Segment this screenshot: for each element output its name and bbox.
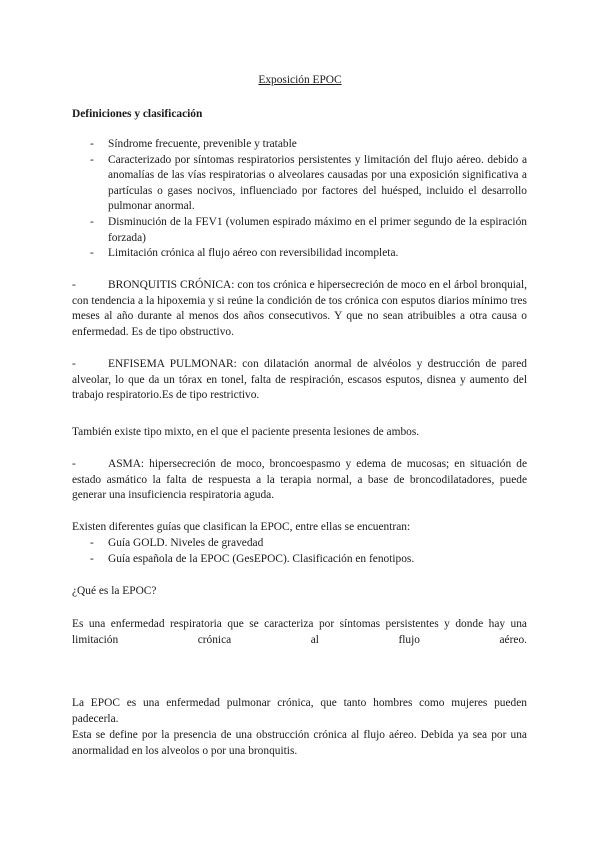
asma-paragraph <box>72 457 527 504</box>
closing-paragraph-2: Esta se define por la presencia de una obstrucción crónica al flujo aéreo. Debida ya sea por una anormalidad en los alveolos o por una bronquitis. <box>72 729 527 757</box>
guias-intro: Existen diferentes guías que clasifican la EPOC, entre ellas se encuentran: <box>72 521 411 533</box>
answer-paragraph: Es una enfermedad respiratoria que se caracteriza por síntomas persistentes y donde hay una limitación crónica al flujo aéreo. <box>72 618 527 646</box>
enfisema-text: ENFISEMA PULMONAR: con dilatación anormal de alvéolos y destrucción de pared alveolar, lo que da un tórax en tonel, falta de respiración, escasos esputos, disnea y aumento del trabajo respiratorio.Es de tipo restrictivo. <box>72 358 527 402</box>
list-item: - Guía GOLD. Niveles de gravedad <box>90 536 527 552</box>
dash-marker: - <box>72 358 76 370</box>
asma-text: ASMA: hipersecreción de moco, broncoespasmo y edema de mucosas; en situación de estado asmático la falta de respuesta a la terapia normal, a base de broncodilatadores, puede generar una insuficiencia respiratoria aguda. <box>72 458 527 502</box>
enfisema-paragraph <box>72 357 527 404</box>
list-item: - Caracterizado por síntomas respiratorios persistentes y limitación del flujo aéreo. debido a anomalías de las vías respiratorias o alveolares causadas por una exposición significativa a partículas o gases nocivos, influenciado por factores del huésped, incluido el desarrollo pulmonar anormal. <box>90 153 527 215</box>
list-item: - Guía española de la EPOC (GesEPOC). Clasificación en fenotipos. <box>90 552 527 568</box>
mixto-paragraph: También existe tipo mixto, en el que el paciente presenta lesiones de ambos. <box>72 426 420 438</box>
list-item: - Disminución de la FEV1 (volumen espirado máximo en el primer segundo de la espiración forzada) <box>90 215 527 246</box>
question-heading: ¿Qué es la EPOC? <box>72 585 157 597</box>
section-heading: Definiciones y clasificación <box>72 108 203 120</box>
guias-list <box>90 536 527 567</box>
list-item: - Limitación crónica al flujo aéreo con reversibilidad incompleta. <box>90 246 527 262</box>
document-title: Exposición EPOC <box>258 74 342 86</box>
closing-paragraph-1: La EPOC es una enfermedad pulmonar crónica, que tanto hombres como mujeres pueden padecerla. <box>72 697 527 725</box>
list-item: - Síndrome frecuente, prevenible y tratable <box>90 137 527 153</box>
dash-marker: - <box>72 279 76 291</box>
bronquitis-text: BRONQUITIS CRÓNICA: con tos crónica e hipersecreción de moco en el árbol bronquial, con tendencia a la hipoxemia y si reúne la condición de tos crónica con esputos diarios mínimo tres meses al año durante al menos dos años consecutivos. Y que no sean atribuibles a otra causa o enfermedad. Es de tipo obstructivo. <box>72 279 527 338</box>
definitions-list <box>90 137 527 262</box>
bronquitis-paragraph <box>72 278 527 340</box>
dash-marker: - <box>72 458 76 470</box>
